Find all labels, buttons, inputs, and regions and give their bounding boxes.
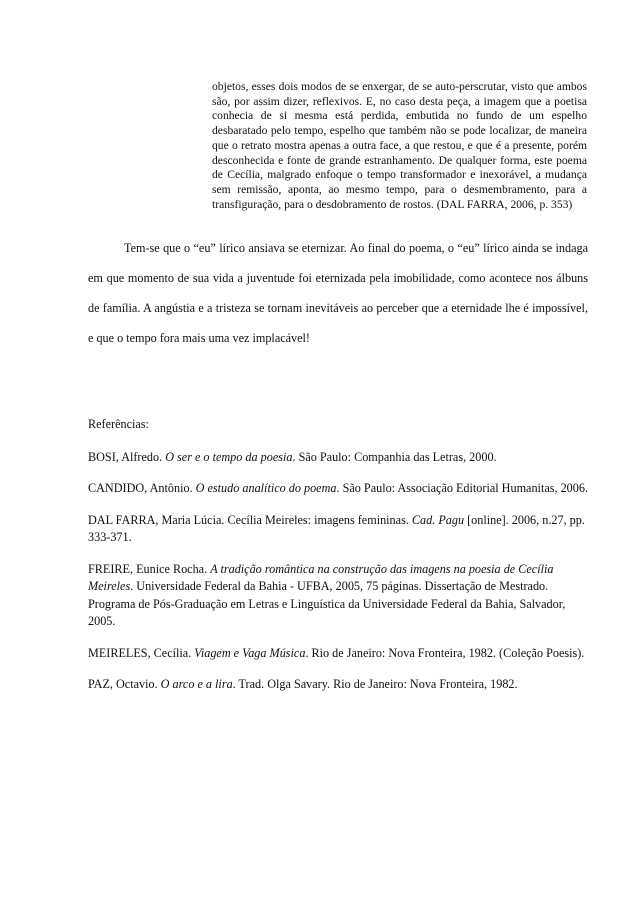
reference-details: . Universidade Federal da Bahia - UFBA, 2005, 75 páginas. Dissertação de Mestrado. Programa de Pós-Graduação em Letras e Linguística da Universidade Federal da Bahia, Salvador, 2005. xyxy=(88,579,566,628)
reference-title: Cad. Pagu xyxy=(411,512,465,527)
reference-title: O arco e a lira xyxy=(160,677,233,691)
reference-title: O ser e o tempo da poesia xyxy=(165,449,293,464)
reference-authors: CANDIDO, Antônio. xyxy=(88,481,196,495)
reference-authors: DAL FARRA, Maria Lúcia. Cecília Meireles: imagens femininas. xyxy=(88,512,412,527)
reference-authors: BOSI, Alfredo. xyxy=(88,449,166,464)
reference-details: . São Paulo: Companhia das Letras, 2000. xyxy=(292,449,497,464)
body-paragraph xyxy=(88,233,588,353)
reference-details: . São Paulo: Associação Editorial Humanitas, 2006. xyxy=(336,481,588,495)
references-title: Referências: xyxy=(88,417,149,431)
reference-authors: PAZ, Octavio. xyxy=(88,677,161,691)
reference-details: [online]. 2006, n.27, pp. 333-371. xyxy=(88,512,585,544)
reference-title: O estudo analítico do poema xyxy=(195,481,337,495)
body-paragraph-text: Tem-se que o “eu” lírico ansiava se eternizar. Ao final do poema, o “eu” lírico ainda se indaga em que momento de sua vida a juventude foi eternizada pela imobilidade, como acontece nos álbuns de família. A angústia e a tristeza se tornam inevitáveis ao perceber que a eternidade lhe é impossível, e que o tempo fora mais uma vez implacável! xyxy=(88,241,588,345)
reference-details: . Trad. Olga Savary. Rio de Janeiro: Nova Fronteira, 1982. xyxy=(232,677,518,691)
reference-item xyxy=(88,561,588,631)
reference-item xyxy=(88,645,588,663)
block-quote xyxy=(212,80,587,212)
reference-item xyxy=(88,676,588,694)
reference-title: A tradição romântica na construção das imagens na poesia de Cecília Meireles xyxy=(88,561,554,593)
reference-authors: MEIRELES, Cecília. xyxy=(88,645,195,660)
reference-details: . Rio de Janeiro: Nova Fronteira, 1982. (Coleção Poesis). xyxy=(305,645,585,660)
reference-item xyxy=(88,449,588,467)
reference-authors: FREIRE, Eunice Rocha. xyxy=(88,561,211,576)
reference-item xyxy=(88,512,588,547)
reference-title: Viagem e Vaga Música xyxy=(194,645,306,660)
block-quote-text: objetos, esses dois modos de se enxergar, de se auto-perscrutar, visto que ambos são, por assim dizer, reflexivos. E, no caso desta peça, a imagem que a poetisa conhecia de si mesma está perdida, embutida no fundo de um espelho desbaratado pelo tempo, espelho que também não se pode localizar, de maneira que o retrato mostra apenas a outra face, a que restou, e que é a presente, porém desconhecida e fonte de grande estranhamento. De qualquer forma, este poema de Cecília, malgrado enfoque o tempo transformador e inexorável, a mudança sem remissão, aponta, ao mesmo tempo, para o desmembramento, para a transfiguração, para o desdobramento de rostos. (DAL FARRA, 2006, p. 353) xyxy=(212,80,587,211)
reference-item xyxy=(88,480,588,498)
references-section xyxy=(88,416,588,708)
